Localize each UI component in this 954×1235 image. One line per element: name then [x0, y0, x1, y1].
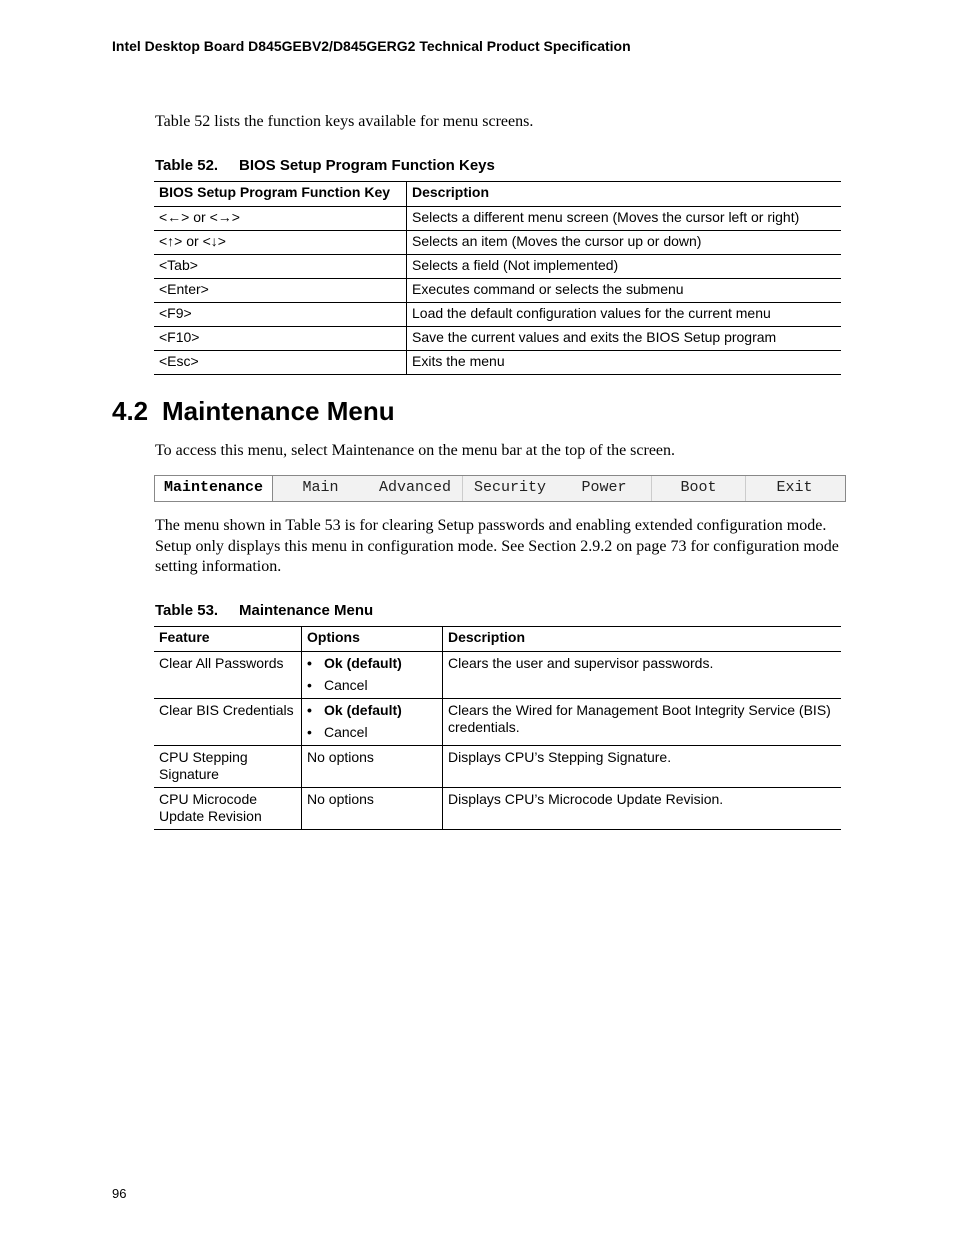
table-52-caption: [155, 157, 495, 174]
table-row: [154, 699, 841, 746]
option-label: Cancel: [324, 677, 368, 693]
option-label: Cancel: [324, 724, 368, 740]
option-label: Ok (default): [324, 702, 402, 718]
column-header-description: Description: [443, 627, 842, 652]
key-cell: <F9>: [154, 303, 407, 327]
menu-tab-advanced[interactable]: Advanced: [378, 479, 451, 496]
description-cell: Displays CPU’s Microcode Update Revision.: [443, 788, 842, 830]
page-number: 96: [112, 1186, 127, 1201]
menu-tab-main[interactable]: Main: [302, 479, 339, 496]
options-cell: [302, 652, 443, 699]
access-instructions: To access this menu, select Maintenance on the menu bar at the top of the screen.: [155, 442, 676, 459]
bullet-icon: •: [307, 724, 312, 740]
running-header: Intel Desktop Board D845GEBV2/D845GERG2 Technical Product Specification: [112, 38, 631, 54]
section-heading: [112, 396, 395, 427]
description-cell: Exits the menu: [407, 351, 842, 375]
key-cell: <←> or <→>: [154, 207, 407, 231]
key-cell: <↑> or <↓>: [154, 231, 407, 255]
description-cell: Selects an item (Moves the cursor up or down): [407, 231, 842, 255]
intro-text: Table 52 lists the function keys available for menu screens.: [155, 113, 534, 130]
options-cell: No options: [302, 746, 443, 788]
description-cell: Save the current values and exits the BIOS Setup program: [407, 327, 842, 351]
bullet-icon: •: [307, 702, 312, 718]
table-52-caption-title: BIOS Setup Program Function Keys: [239, 157, 495, 174]
description-cell: Clears the user and supervisor passwords.: [443, 652, 842, 699]
option-item: [307, 702, 436, 719]
table-row: [154, 303, 841, 327]
options-list: [307, 655, 436, 694]
table-53-caption: [155, 602, 373, 619]
table-row: [154, 279, 841, 303]
menu-tab-maintenance[interactable]: Maintenance: [155, 476, 273, 501]
table-53-caption-title: Maintenance Menu: [239, 602, 374, 619]
section-number: 4.2: [112, 396, 149, 426]
column-header-key: BIOS Setup Program Function Key: [154, 182, 407, 207]
column-header-description: Description: [407, 182, 842, 207]
table-row: [154, 327, 841, 351]
key-cell: <Enter>: [154, 279, 407, 303]
table-row: [154, 746, 841, 788]
description-cell: Selects a field (Not implemented): [407, 255, 842, 279]
menu-tab-power[interactable]: Power: [581, 479, 627, 496]
feature-cell: Clear All Passwords: [154, 652, 302, 699]
table-row: [154, 255, 841, 279]
feature-cell: Clear BIS Credentials: [154, 699, 302, 746]
menu-tab-exit[interactable]: Exit: [745, 476, 843, 501]
options-cell: No options: [302, 788, 443, 830]
options-cell: [302, 699, 443, 746]
feature-cell: CPU Stepping Signature: [154, 746, 302, 788]
table-header-row: [154, 627, 841, 652]
table-row: [154, 788, 841, 830]
options-list: [307, 702, 436, 741]
description-cell: Selects a different menu screen (Moves the cursor left or right): [407, 207, 842, 231]
bullet-icon: •: [307, 677, 312, 693]
maintenance-description-paragraph: The menu shown in Table 53 is for clearing Setup passwords and enabling extended configuration mode. Setup only displays this menu in configuration mode. See Section 2.9.2 on page 73 for configuration mode setting information.: [155, 517, 839, 575]
table-row: [154, 231, 841, 255]
option-item: [307, 677, 436, 694]
table-52-caption-number: Table 52.: [155, 157, 219, 174]
option-item: [307, 724, 436, 741]
table-row: [154, 351, 841, 375]
description-cell: Load the default configuration values for the current menu: [407, 303, 842, 327]
option-item: [307, 655, 436, 672]
table-row: [154, 207, 841, 231]
section-title: Maintenance Menu: [162, 396, 395, 426]
key-cell: <Esc>: [154, 351, 407, 375]
option-label: Ok (default): [324, 655, 402, 671]
column-header-options: Options: [302, 627, 443, 652]
feature-cell: CPU Microcode Update Revision: [154, 788, 302, 830]
menu-tab-security[interactable]: Security: [462, 476, 557, 501]
function-keys-table: [154, 181, 841, 375]
table-53-caption-number: Table 53.: [155, 602, 219, 619]
description-cell: Clears the Wired for Management Boot Integrity Service (BIS) credentials.: [443, 699, 842, 746]
column-header-feature: Feature: [154, 627, 302, 652]
key-cell: <F10>: [154, 327, 407, 351]
description-cell: Executes command or selects the submenu: [407, 279, 842, 303]
menu-tab-boot[interactable]: Boot: [651, 476, 745, 501]
maintenance-menu-table: [154, 626, 841, 830]
bios-menu-bar: [154, 475, 846, 502]
bullet-icon: •: [307, 655, 312, 671]
table-row: [154, 652, 841, 699]
key-cell: <Tab>: [154, 255, 407, 279]
table-header-row: [154, 182, 841, 207]
description-cell: Displays CPU’s Stepping Signature.: [443, 746, 842, 788]
